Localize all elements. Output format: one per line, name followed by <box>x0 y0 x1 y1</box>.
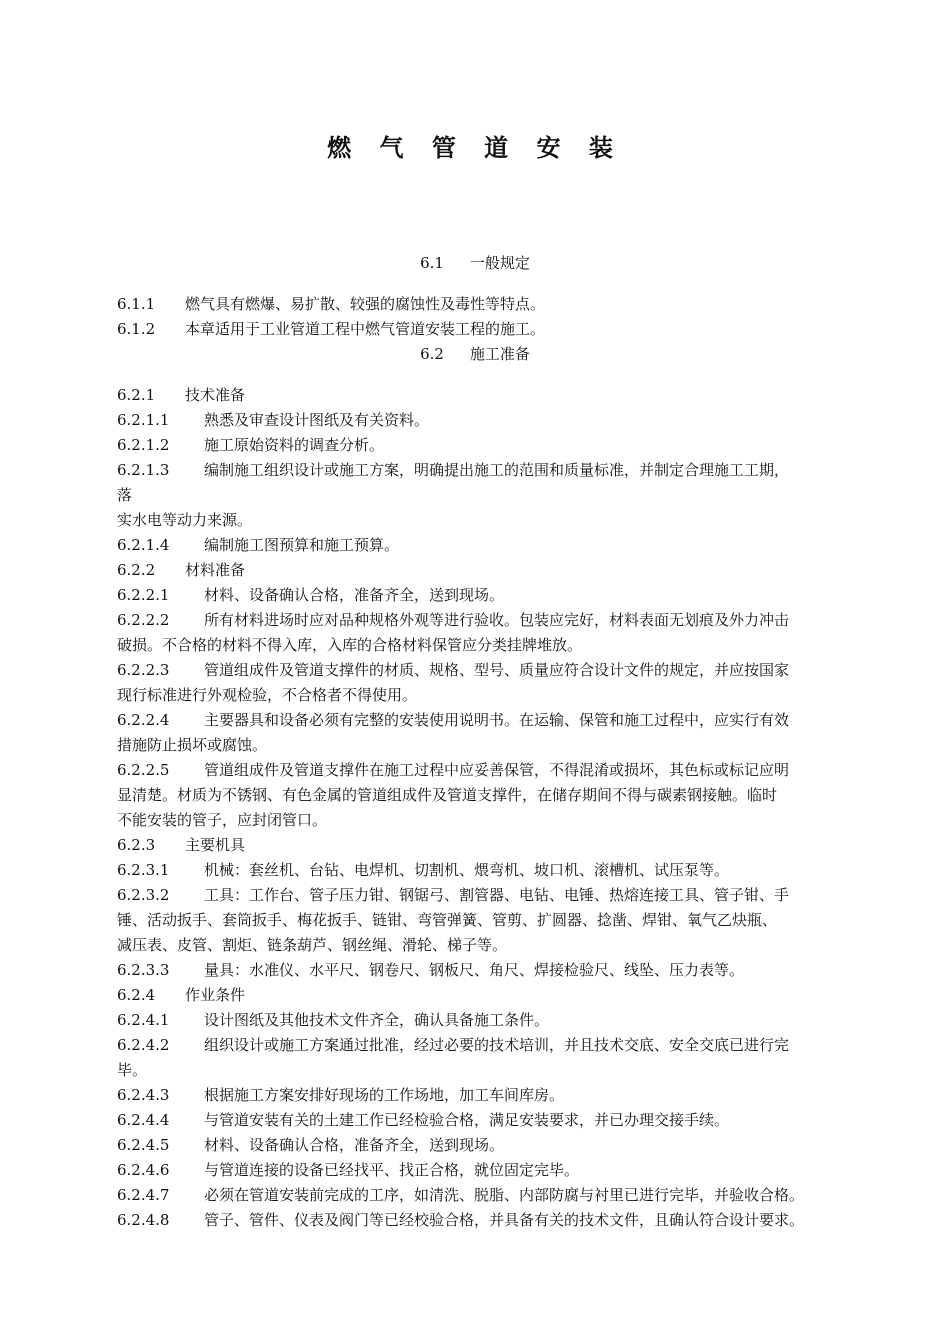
clause-number: 6.1.2 <box>117 320 156 338</box>
clause-6-2-4-1 <box>117 1008 877 1032</box>
clause-6-2-3-2-cont-2: 减压表、皮管、割炬、链条葫芦、钢丝绳、滑轮、梯子等。 <box>117 936 508 954</box>
clause-number: 6.2.1.3 <box>117 461 170 479</box>
clause-6-2-1-1 <box>117 408 877 432</box>
clause-text: 编制施工图预算和施工预算。 <box>204 536 400 554</box>
clause-number: 6.2.3.1 <box>117 861 170 879</box>
clause-number: 6.2.4.3 <box>117 1086 170 1104</box>
clause-text: 组织设计或施工方案通过批准，经过必要的技术培训，并且技术交底、安全交底已进行完 <box>204 1036 790 1054</box>
clause-number: 6.1.1 <box>117 295 156 313</box>
clause-6-2-3-3 <box>117 958 877 982</box>
clause-6-2-4-3 <box>117 1083 877 1107</box>
clause-6-1-1 <box>117 292 877 316</box>
clause-text: 材料、设备确认合格，准备齐全，送到现场。 <box>204 1136 505 1154</box>
clause-6-2-4-6 <box>117 1158 877 1182</box>
clause-number: 6.2.4.1 <box>117 1011 170 1029</box>
section-title: 施工准备 <box>469 345 530 363</box>
clause-text: 管道组成件及管道支撑件在施工过程中应妥善保管，不得混淆或损坏，其色标或标记应明 <box>204 761 790 779</box>
section-title: 一般规定 <box>469 254 530 272</box>
clause-6-2-4-2 <box>117 1033 877 1057</box>
clause-text: 根据施工方案安排好现场的工作场地，加工车间库房。 <box>204 1086 565 1104</box>
clause-6-2-3-2-cont-1: 锤、活动扳手、套筒扳手、梅花扳手、链钳、弯管弹簧、管剪、扩圆器、捻凿、焊钳、氧气乙炔瓶、 <box>117 911 778 929</box>
clause-6-2-2-5 <box>117 758 877 782</box>
clause-number: 6.2.1.1 <box>117 411 170 429</box>
clause-6-2-1-3 <box>117 458 877 482</box>
clause-number: 6.2.2.4 <box>117 711 170 729</box>
clause-number: 6.2.2.1 <box>117 586 170 604</box>
clause-number: 6.2.1.4 <box>117 536 170 554</box>
clause-6-2-4-5 <box>117 1133 877 1157</box>
clause-text: 主要器具和设备必须有完整的安装使用说明书。在运输、保管和施工过程中，应实行有效 <box>204 711 790 729</box>
clause-6-2-2-2 <box>117 608 877 632</box>
clause-text: 量具：水准仪、水平尺、钢卷尺、钢板尺、角尺、焊接检验尺、线坠、压力表等。 <box>204 961 745 979</box>
clause-number: 6.2.4.6 <box>117 1161 170 1179</box>
clause-text: 材料准备 <box>185 561 246 579</box>
clause-6-2-4-2-cont-1: 毕。 <box>117 1061 148 1079</box>
clause-6-2-1-3-cont-1: 落 <box>117 486 133 504</box>
clause-number: 6.2.4 <box>117 986 156 1004</box>
clause-6-2-2-3 <box>117 658 877 682</box>
clause-6-2-3 <box>117 833 877 857</box>
clause-6-2-1-3-cont-2: 实水电等动力来源。 <box>117 511 253 529</box>
section-number: 6.2 <box>420 345 444 363</box>
clause-text: 燃气具有燃爆、易扩散、较强的腐蚀性及毒性等特点。 <box>185 295 546 313</box>
clause-number: 6.2.1 <box>117 386 156 404</box>
clause-number: 6.2.4.7 <box>117 1186 170 1204</box>
clause-text: 必须在管道安装前完成的工序，如清洗、脱脂、内部防腐与衬里已进行完毕，并验收合格。 <box>204 1186 805 1204</box>
clause-6-2-1-2 <box>117 433 877 457</box>
clause-6-2-2-5-cont-1: 显清楚。材质为不锈钢、有色金属的管道组成件及管道支撑件，在储存期间不得与碳素钢接触。临时 <box>117 786 778 804</box>
clause-text: 熟悉及审查设计图纸及有关资料。 <box>204 411 430 429</box>
clause-text: 施工原始资料的调查分析。 <box>204 436 385 454</box>
clause-text: 主要机具 <box>185 836 246 854</box>
clause-text: 机械：套丝机、台钻、电焊机、切割机、煨弯机、坡口机、滚槽机、试压泵等。 <box>204 861 730 879</box>
clause-text: 材料、设备确认合格，准备齐全，送到现场。 <box>204 586 505 604</box>
page-title: 燃 气 管 道 安 装 <box>327 134 623 162</box>
clause-6-2-3-1 <box>117 858 877 882</box>
clause-number: 6.2.4.8 <box>117 1211 170 1229</box>
clause-6-2-2 <box>117 558 877 582</box>
clause-6-2-3-2 <box>117 883 877 907</box>
clause-number: 6.2.3.3 <box>117 961 170 979</box>
clause-text: 与管道连接的设备已经找平、找正合格，就位固定完毕。 <box>204 1161 580 1179</box>
clause-number: 6.2.1.2 <box>117 436 170 454</box>
clause-text: 设计图纸及其他技术文件齐全，确认具备施工条件。 <box>204 1011 550 1029</box>
clause-6-2-2-4 <box>117 708 877 732</box>
section-number: 6.1 <box>420 254 444 272</box>
clause-6-2-2-4-cont-1: 措施防止损坏或腐蚀。 <box>117 736 268 754</box>
clause-6-2-1-4 <box>117 533 877 557</box>
clause-number: 6.2.4.5 <box>117 1136 170 1154</box>
clause-text: 作业条件 <box>185 986 246 1004</box>
section-heading-6-2 <box>0 342 950 366</box>
clause-number: 6.2.3 <box>117 836 156 854</box>
clause-number: 6.2.2.5 <box>117 761 170 779</box>
clause-6-2-4-8 <box>117 1208 877 1232</box>
clause-number: 6.2.4.2 <box>117 1036 170 1054</box>
clause-6-2-1 <box>117 383 877 407</box>
clause-6-2-2-1 <box>117 583 877 607</box>
clause-number: 6.2.2.3 <box>117 661 170 679</box>
clause-number: 6.2.2 <box>117 561 156 579</box>
section-heading-6-1 <box>0 251 950 275</box>
clause-6-2-2-3-cont-1: 现行标准进行外观检验，不合格者不得使用。 <box>117 686 418 704</box>
clause-text: 编制施工组织设计或施工方案，明确提出施工的范围和质量标准，并制定合理施工工期， <box>204 461 790 479</box>
clause-6-2-4 <box>117 983 877 1007</box>
clause-text: 管道组成件及管道支撑件的材质、规格、型号、质量应符合设计文件的规定，并应按国家 <box>204 661 790 679</box>
clause-text: 管子、管件、仪表及阀门等已经校验合格，并具备有关的技术文件，且确认符合设计要求。 <box>204 1211 805 1229</box>
clause-6-2-2-5-cont-2: 不能安装的管子，应封闭管口。 <box>117 811 328 829</box>
clause-number: 6.2.2.2 <box>117 611 170 629</box>
clause-text: 工具：工作台、管子压力钳、钢锯弓、割管器、电钻、电锤、热熔连接工具、管子钳、手 <box>204 886 790 904</box>
clause-6-1-2 <box>117 317 877 341</box>
clause-text: 所有材料进场时应对品种规格外观等进行验收。包装应完好，材料表面无划痕及外力冲击 <box>204 611 790 629</box>
clause-text: 与管道安装有关的土建工作已经检验合格，满足安装要求，并已办理交接手续。 <box>204 1111 730 1129</box>
clause-text: 技术准备 <box>185 386 246 404</box>
clause-number: 6.2.4.4 <box>117 1111 170 1129</box>
clause-6-2-4-7 <box>117 1183 877 1207</box>
clause-6-2-4-4 <box>117 1108 877 1132</box>
clause-text: 本章适用于工业管道工程中燃气管道安装工程的施工。 <box>185 320 546 338</box>
clause-6-2-2-2-cont-1: 破损。不合格的材料不得入库，入库的合格材料保管应分类挂牌堆放。 <box>117 636 583 654</box>
clause-number: 6.2.3.2 <box>117 886 170 904</box>
